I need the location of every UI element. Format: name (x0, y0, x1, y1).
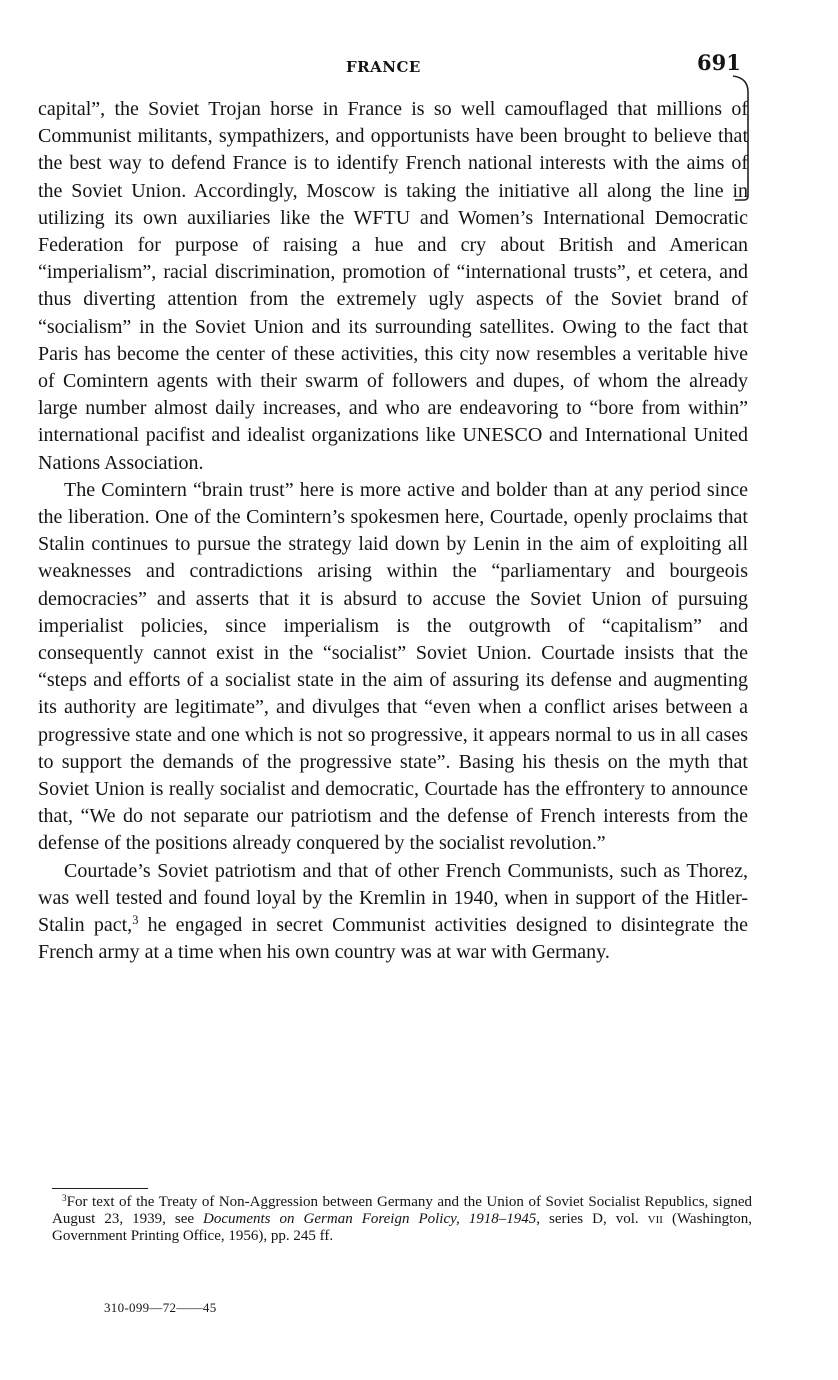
footnote (52, 1194, 752, 1244)
paragraph-1 (38, 96, 748, 477)
paragraph-3-text-end: he engaged in secret Communist activities designed to disintegrate the French army at a time when his own country was at war with Germany. (38, 914, 748, 964)
footnote-text-2: , series D, vol. (536, 1210, 648, 1227)
footnote-cited-title: Documents on German Foreign Policy, 1918–1945 (203, 1210, 537, 1227)
paragraph-3-text-start: Courtade’s Soviet patriotism and that of other French Communists, such as Thorez, was well tested and found loyal by the Kremlin in 1940, when in support of the Hitler-Stalin pact, (38, 859, 748, 937)
page-number: 691 (697, 50, 741, 75)
paragraph-3 (38, 858, 748, 967)
body-text (38, 96, 748, 967)
paragraph-1-text: capital”, the Soviet Trojan horse in France is so well camouflaged that millions of Communist militants, sympathizers, and opportunists have been brought to believe that the best way to defend France is to identify French national interests with the aims of the Soviet Union. Accordingly, Moscow is taking the initiative all along the line in utilizing its own auxiliaries like the WFTU and Women’s International Democratic Federation for purpose of raising a hue and cry about British and American “imperialism”, racial discrimination, promotion of “international trusts”, et cetera, and thus diverting attention from the extremely ugly aspects of the Soviet brand of “socialism” in the Soviet Union and its surrounding satellites. Owing to the fact that Paris has become the center of these activities, this city now resembles a veritable hive of Comintern agents with their swarm of followers and dupes, of whom the already large number almost daily increases, and who are endeavoring to “bore from within” international pacifist and idealist organizations like UNESCO and International United Nations Association. (38, 98, 748, 474)
running-head: FRANCE (346, 58, 421, 76)
paragraph-2 (38, 477, 748, 858)
footnote-divider (52, 1188, 148, 1189)
footnote-text-3: (Washington, Government Printing Office, 1956), pp. 245 ff. (52, 1210, 752, 1244)
footnote-marker: 3 (62, 1193, 67, 1204)
paragraph-2-text: The Comintern “brain trust” here is more active and bolder than at any period since the liberation. One of the Comintern’s spokesmen here, Courtade, openly proclaims that Stalin continues to pursue the strategy laid down by Lenin in the aim of exploiting all weaknesses and contradictions arising within the “parliamentary and bourgeois democracies” and asserts that it is absurd to accuse the Soviet Union of pursuing imperialist policies, since imperialism is the outgrowth of “capitalism” and consequently cannot exist in the “socialist” Soviet Union. Courtade insists that the “steps and efforts of a socialist state in the aim of assuring its defense and augmenting its authority are legitimate”, and divulges that “even when a conflict arises between a progressive state and one which is not so progressive, it appears normal to us in all cases to support the demands of the progressive state”. Basing his thesis on the myth that Soviet Union is really socialist and democratic, Courtade has the effrontery to announce that, “We do not separate our patriotism and the defense of French interests from the defense of the positions already conquered by the socialist revolution.” (38, 478, 748, 855)
footnote-text-1: For text of the Treaty of Non-Aggression between Germany and the Union of Soviet Socialist Republics, signed August 23, 1939, see (52, 1194, 752, 1227)
print-code: 310-099—72——45 (104, 1300, 217, 1315)
footnote-reference[interactable]: 3 (132, 913, 139, 928)
footnote-volume: vii (647, 1210, 663, 1227)
